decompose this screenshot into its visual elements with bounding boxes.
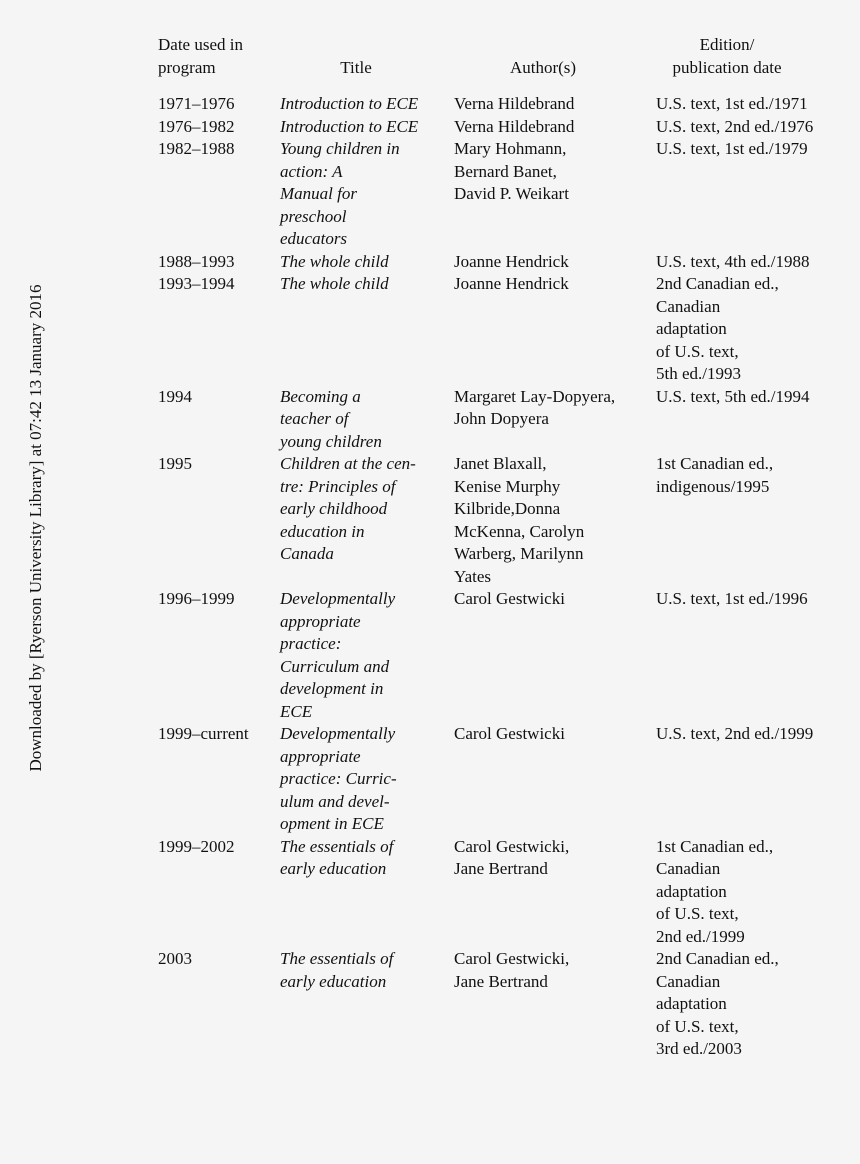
cell-authors-line: Verna Hildebrand	[454, 94, 575, 113]
cell-title	[280, 93, 454, 116]
cell-authors-line: Carol Gestwicki,	[454, 949, 570, 968]
cell-title	[280, 588, 454, 723]
cell-edition-line: of U.S. text,	[656, 1016, 739, 1036]
header-date-line-1: Date used in	[158, 35, 243, 54]
cell-edition-line: 3rd ed./2003	[656, 1039, 742, 1058]
cell-edition-line: 1st Canadian ed.,	[656, 454, 774, 473]
cell-authors	[454, 273, 656, 386]
cell-edition-line: 2nd Canadian ed.,	[656, 274, 779, 293]
cell-title	[280, 273, 454, 386]
cell-authors-line: McKenna, Carolyn	[454, 521, 585, 541]
cell-edition-line: indigenous/1995	[656, 476, 770, 496]
cell-edition	[656, 588, 848, 723]
cell-authors	[454, 453, 656, 588]
cell-edition-line: 2nd ed./1999	[656, 926, 745, 946]
header-edition-line-1: Edition/	[699, 35, 755, 54]
cell-title	[280, 116, 454, 139]
cell-edition-line: U.S. text, 1st ed./1971	[656, 94, 808, 113]
cell-title-line: practice: Curric-	[280, 769, 397, 788]
cell-authors-line: Margaret Lay-Dopyera,	[454, 386, 616, 406]
cell-title-line: teacher of	[280, 409, 349, 428]
cell-title-line: The whole child	[280, 274, 389, 293]
cell-title-line: The whole child	[280, 251, 389, 271]
header-edition	[656, 34, 848, 79]
cell-title	[280, 251, 454, 274]
cell-date: 1994	[158, 386, 192, 406]
cell-edition-line: 1st Canadian ed.,	[656, 836, 774, 856]
cell-title-line: Developmentally	[280, 589, 396, 608]
cell-authors	[454, 836, 656, 949]
table-row	[158, 453, 848, 588]
cell-title-line: Manual for	[280, 184, 357, 203]
cell-authors-line: Verna Hildebrand	[454, 116, 575, 136]
cell-authors	[454, 251, 656, 274]
cell-title	[280, 138, 454, 251]
cell-title-line: education in	[280, 521, 365, 541]
cell-title-line: The essentials of	[280, 949, 394, 968]
cell-title-line: appropriate	[280, 746, 361, 766]
cell-authors	[454, 116, 656, 139]
cell-authors-line: Jane Bertrand	[454, 859, 548, 878]
cell-title	[280, 386, 454, 454]
cell-title-line: Becoming a	[280, 386, 361, 406]
cell-title-line: practice:	[280, 634, 342, 653]
cell-edition	[656, 93, 848, 116]
header-title-text: Title	[340, 57, 372, 77]
cell-authors	[454, 723, 656, 836]
cell-date: 1999–2002	[158, 836, 235, 856]
cell-edition	[656, 386, 848, 454]
cell-title-line: Curriculum and	[280, 656, 390, 676]
cell-edition-line: U.S. text, 5th ed./1994	[656, 386, 810, 406]
cell-title-line: The essentials of	[280, 836, 394, 856]
header-authors	[454, 57, 656, 80]
table-row	[158, 93, 848, 116]
cell-date: 1993–1994	[158, 274, 235, 293]
cell-date: 1976–1982	[158, 116, 235, 136]
cell-edition-line: 5th ed./1993	[656, 364, 741, 383]
cell-authors-line: Carol Gestwicki,	[454, 836, 570, 856]
cell-edition-line: U.S. text, 2nd ed./1999	[656, 724, 814, 743]
cell-title-line: early childhood	[280, 499, 388, 518]
cell-edition-line: Canadian	[656, 859, 721, 878]
cell-title	[280, 453, 454, 588]
table-row	[158, 251, 848, 274]
cell-title-line: young children	[280, 431, 382, 451]
table-row	[158, 138, 848, 251]
cell-title-line: early education	[280, 859, 387, 878]
cell-edition	[656, 723, 848, 836]
cell-title	[280, 836, 454, 949]
cell-date: 1988–1993	[158, 251, 235, 271]
cell-date: 1982–1988	[158, 139, 235, 158]
cell-authors-line: Kenise Murphy	[454, 476, 561, 496]
table-header-row	[158, 34, 848, 81]
cell-date: 1995	[158, 454, 192, 473]
table-row	[158, 386, 848, 454]
cell-edition-line: adaptation	[656, 881, 727, 901]
cell-title-line: tre: Principles of	[280, 476, 396, 496]
table-row	[158, 723, 848, 836]
cell-title-line: educators	[280, 229, 348, 248]
table-body	[158, 93, 848, 1061]
cell-date: 1996–1999	[158, 589, 235, 608]
cell-authors	[454, 386, 656, 454]
cell-title-line: preschool	[280, 206, 347, 226]
textbook-table	[158, 34, 848, 1061]
cell-authors-line: Mary Hohmann,	[454, 139, 567, 158]
table-row	[158, 588, 848, 723]
cell-authors-line: Janet Blaxall,	[454, 454, 547, 473]
cell-date: 1999–current	[158, 724, 249, 743]
cell-authors-line: Warberg, Marilynn	[454, 544, 584, 563]
cell-title-line: opment in ECE	[280, 814, 384, 833]
cell-authors-line: John Dopyera	[454, 409, 549, 428]
cell-edition-line: adaptation	[656, 994, 727, 1013]
cell-edition-line: 2nd Canadian ed.,	[656, 949, 779, 968]
cell-authors-line: Carol Gestwicki	[454, 589, 565, 608]
cell-authors-line: Yates	[454, 566, 492, 586]
cell-edition	[656, 453, 848, 588]
cell-authors-line: Joanne Hendrick	[454, 274, 569, 293]
cell-title	[280, 723, 454, 836]
download-notice-text: Downloaded by [Ryerson University Library] at 07:42 13 January 2016	[26, 284, 45, 772]
cell-authors	[454, 588, 656, 723]
cell-authors-line: Joanne Hendrick	[454, 251, 569, 271]
cell-edition-line: adaptation	[656, 319, 727, 338]
cell-title-line: Children at the cen-	[280, 454, 416, 473]
table-row	[158, 836, 848, 949]
cell-title-line: Introduction to ECE	[280, 94, 419, 113]
cell-edition-line: U.S. text, 1st ed./1979	[656, 139, 808, 158]
cell-authors-line: Kilbride,Donna	[454, 499, 561, 518]
header-authors-text: Author(s)	[509, 57, 577, 77]
cell-edition	[656, 251, 848, 274]
cell-authors	[454, 948, 656, 1061]
header-date-line-2: program	[158, 57, 216, 77]
cell-date: 1971–1976	[158, 94, 235, 113]
cell-edition	[656, 836, 848, 949]
cell-edition	[656, 273, 848, 386]
cell-title-line: Introduction to ECE	[280, 116, 419, 136]
cell-edition-line: of U.S. text,	[656, 904, 739, 923]
table-row	[158, 273, 848, 386]
table-row	[158, 116, 848, 139]
cell-edition	[656, 138, 848, 251]
table-row	[158, 948, 848, 1061]
cell-title-line: ECE	[280, 701, 313, 721]
cell-authors-line: Bernard Banet,	[454, 161, 557, 181]
cell-edition-line: Canadian	[656, 296, 721, 316]
cell-edition-line: U.S. text, 2nd ed./1976	[656, 116, 814, 136]
cell-title-line: action: A	[280, 161, 343, 181]
cell-date: 2003	[158, 949, 192, 968]
header-edition-line-2: publication date	[672, 57, 782, 77]
cell-edition	[656, 116, 848, 139]
cell-title-line: ulum and devel-	[280, 791, 390, 811]
cell-title-line: appropriate	[280, 611, 361, 631]
header-date	[158, 34, 280, 79]
cell-edition-line: U.S. text, 4th ed./1988	[656, 251, 810, 271]
cell-title-line: Young children in	[280, 139, 400, 158]
cell-authors-line: David P. Weikart	[454, 184, 569, 203]
cell-title	[280, 948, 454, 1061]
cell-edition-line: Canadian	[656, 971, 721, 991]
cell-authors	[454, 138, 656, 251]
cell-title-line: development in	[280, 679, 384, 698]
cell-authors	[454, 93, 656, 116]
cell-edition-line: U.S. text, 1st ed./1996	[656, 589, 808, 608]
cell-title-line: early education	[280, 971, 387, 991]
cell-edition-line: of U.S. text,	[656, 341, 739, 361]
cell-authors-line: Carol Gestwicki	[454, 724, 565, 743]
cell-edition	[656, 948, 848, 1061]
cell-title-line: Canada	[280, 544, 334, 563]
header-title	[280, 57, 454, 80]
cell-title-line: Developmentally	[280, 724, 396, 743]
cell-authors-line: Jane Bertrand	[454, 971, 548, 991]
